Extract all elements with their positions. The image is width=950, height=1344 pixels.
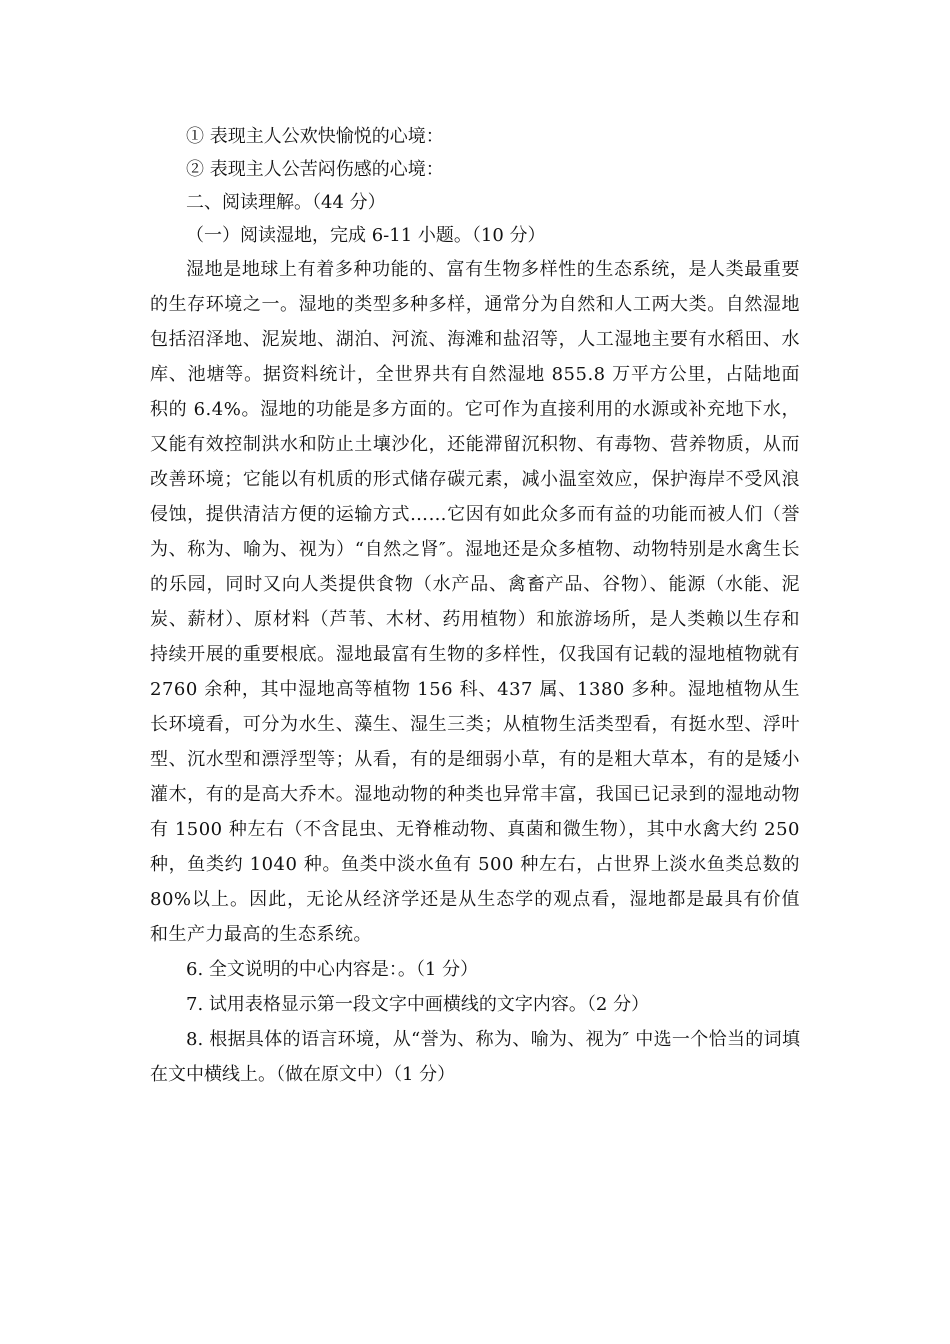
question-6: 6. 全文说明的中心内容是：。（1 分）: [186, 959, 479, 980]
section-title: 二、阅读理解。（44 分）: [186, 192, 386, 213]
item-happy-mood: ① 表现主人公欢快愉悦的心境：: [186, 126, 444, 147]
question-7: 7. 试用表格显示第一段文字中画横线的文字内容。（2 分）: [186, 994, 650, 1015]
document-page: [150, 120, 800, 1092]
item-sad-mood: ② 表现主人公苦闷伤感的心境：: [186, 159, 444, 180]
passage-paragraph: 湿地是地球上有着多种功能的、富有生物多样性的生态系统，是人类最重要的生存环境之一。湿地的类型多种多样，通常分为自然和人工两大类。自然湿地包括沼泽地、泥炭地、湖泊、河流、海滩和盐沼等，人工湿地主要有水稻田、水库、池塘等。据资料统计，全世界共有自然湿地 855.8 万平方公里，占陆地面积的 6.4%。湿地的功能是多方面的。它可作为直接利用的水源或补充地下水，又能有效控制洪水和防止土壤沙化，还能滞留沉积物、有毒物、营养物质，从而改善环境；它能以有机质的形式储存碳元素，减小温室效应，保护海岸不受风浪侵蚀，提供清洁方便的运输方式……它因有如此众多而有益的功能而被人们（誉为、称为、喻为、视为）“自然之肾″。湿地还是众多植物、动物特别是水禽生长的乐园，同时又向人类提供食物（水产品、禽畜产品、谷物）、能源（水能、泥炭、薪材）、原材料（芦苇、木材、药用植物）和旅游场所，是人类赖以生存和持续开展的重要根底。湿地最富有生物的多样性，仅我国有记载的湿地植物就有 2760 余种，其中湿地高等植物 156 科、437 属、1380 多种。湿地植物从生长环境看，可分为水生、藻生、湿生三类；从植物生活类型看，有挺水型、浮叶型、沉水型和漂浮型等；从看，有的是细弱小草，有的是粗大草本，有的是矮小灌木，有的是高大乔木。湿地动物的种类也异常丰富，我国已记录到的湿地动物有 1500 种左右（不含昆虫、无脊椎动物、真菌和微生物），其中水禽大约 250 种，鱼类约 1040 种。鱼类中淡水鱼有 500 种左右，占世界上淡水鱼类总数的 80%以上。因此，无论从经济学还是从生态学的观点看，湿地都是最具有价值和生产力最高的生态系统。: [150, 259, 800, 945]
question-8: 8. 根据具体的语言环境，从“誉为、称为、喻为、视为″ 中选一个恰当的词填在文中横线上。（做在原文中）（1 分）: [150, 1029, 800, 1085]
subsection-title: （一）阅读湿地，完成 6-11 小题。（10 分）: [186, 225, 546, 246]
